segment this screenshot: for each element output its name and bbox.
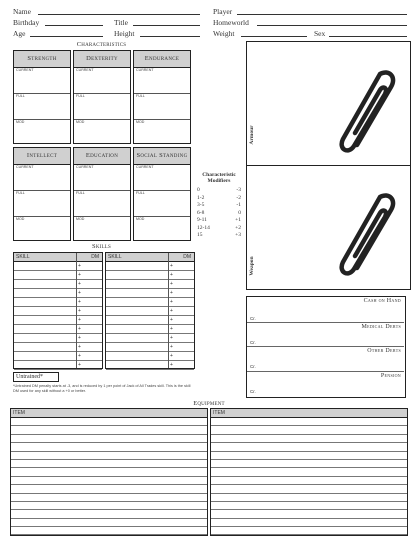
- height-field[interactable]: [140, 29, 200, 37]
- equipment-row[interactable]: [211, 510, 407, 518]
- equipment-row[interactable]: [211, 468, 407, 476]
- skills-table-2: [105, 252, 195, 369]
- equipment-row[interactable]: [11, 485, 207, 493]
- player-field[interactable]: [237, 7, 407, 15]
- skill-dm-plus: +: [170, 353, 173, 359]
- sex-field[interactable]: [329, 29, 407, 37]
- modifier-dm: +2: [235, 224, 241, 231]
- age-label: Age: [13, 29, 26, 38]
- weight-field[interactable]: [241, 29, 307, 37]
- equipment-row[interactable]: [211, 443, 407, 451]
- char-box-social-standing: [133, 147, 191, 241]
- weapon-paperclip-icon: [335, 190, 405, 280]
- sex-label: Sex: [314, 29, 326, 38]
- dm-col-header: DM: [91, 254, 99, 260]
- equipment-row[interactable]: [211, 452, 407, 460]
- skill-dm-plus: +: [170, 335, 173, 341]
- equipment-table-2: [210, 408, 408, 536]
- modifier-range: 0: [197, 187, 200, 194]
- untrained-box: Untrained*: [13, 372, 59, 382]
- skill-dm-plus: +: [78, 290, 81, 296]
- height-label: Height: [114, 29, 135, 38]
- skill-dm-plus: +: [170, 344, 173, 350]
- skill-row[interactable]: [14, 307, 102, 316]
- skill-col-header: SKILL: [108, 254, 122, 260]
- char-box-endurance: [133, 50, 191, 144]
- armour-paperclip-icon: [335, 67, 405, 157]
- skill-row[interactable]: [106, 280, 194, 289]
- title-label: Title: [114, 18, 128, 27]
- modifier-dm: -3: [236, 187, 241, 194]
- char-full-field[interactable]: FULL: [74, 191, 130, 217]
- modifier-range: 12-14: [197, 224, 210, 231]
- skill-row[interactable]: [106, 307, 194, 316]
- modifiers-table: [196, 172, 242, 240]
- equipment-row[interactable]: [11, 519, 207, 527]
- char-full-field[interactable]: FULL: [14, 191, 70, 217]
- armour-weapon-panel: [246, 41, 411, 290]
- equipment-row[interactable]: [211, 485, 407, 493]
- skill-dm-plus: +: [170, 362, 173, 368]
- skill-dm-plus: +: [170, 290, 173, 296]
- pension-label: Pension: [380, 373, 401, 379]
- skill-row[interactable]: [14, 298, 102, 307]
- char-mod-field[interactable]: MOD: [76, 217, 85, 221]
- modifier-dm: -1: [236, 202, 241, 209]
- equipment-row[interactable]: [211, 519, 407, 527]
- item-col-header: ITEM: [11, 409, 207, 418]
- skill-dm-plus: +: [78, 353, 81, 359]
- skill-row[interactable]: [14, 289, 102, 298]
- skill-dm-plus: +: [78, 263, 81, 269]
- equipment-row[interactable]: [11, 477, 207, 485]
- skill-row[interactable]: [106, 298, 194, 307]
- skill-row[interactable]: [106, 316, 194, 325]
- skill-row[interactable]: [106, 271, 194, 280]
- skill-row[interactable]: [14, 352, 102, 361]
- equipment-row[interactable]: [11, 468, 207, 476]
- skill-row[interactable]: [106, 361, 194, 370]
- name-label: Name: [13, 7, 31, 16]
- skill-dm-plus: +: [78, 317, 81, 323]
- equipment-table-1: [10, 408, 208, 536]
- dm-col-header: DM: [183, 254, 191, 260]
- modifier-row: [196, 232, 242, 240]
- equipment-row[interactable]: [211, 426, 407, 434]
- char-name: Intellect: [14, 148, 70, 165]
- skill-dm-plus: +: [78, 362, 81, 368]
- modifier-dm: -2: [236, 194, 241, 201]
- skills-footnote: *Untrained DM penalty starts at -3, and is reduced by 1 per point of Jack of All Trades skill. This is the skill DM used for any skill without a +0 or better.: [13, 384, 191, 393]
- skill-row[interactable]: [14, 316, 102, 325]
- equipment-row[interactable]: [211, 460, 407, 468]
- birthday-field[interactable]: [45, 18, 103, 26]
- modifier-range: 1-2: [197, 194, 205, 201]
- equipment-row[interactable]: [211, 527, 407, 535]
- skill-dm-plus: +: [78, 335, 81, 341]
- skill-dm-plus: +: [78, 326, 81, 332]
- equipment-row[interactable]: [11, 460, 207, 468]
- equipment-row[interactable]: [11, 426, 207, 434]
- modifier-row: [196, 195, 242, 203]
- weight-label: Weight: [213, 29, 235, 38]
- item-col-header: ITEM: [211, 409, 407, 418]
- modifier-range: 15: [197, 232, 203, 239]
- char-name: Dexterity: [74, 51, 130, 68]
- char-box-strength: [13, 50, 71, 144]
- modifier-range: 6-8: [197, 209, 205, 216]
- modifier-row: [196, 225, 242, 233]
- skill-row[interactable]: [14, 334, 102, 343]
- skill-row[interactable]: [14, 280, 102, 289]
- skill-dm-plus: +: [78, 299, 81, 305]
- char-full-field[interactable]: FULL: [134, 191, 190, 217]
- skill-dm-plus: +: [78, 281, 81, 287]
- cash-cr: Cr.: [250, 316, 256, 321]
- skill-row[interactable]: [14, 325, 102, 334]
- birthday-label: Birthday: [13, 18, 40, 27]
- skill-dm-plus: +: [170, 281, 173, 287]
- char-current-field[interactable]: CURRENT: [14, 165, 70, 191]
- modifier-dm: +1: [235, 217, 241, 224]
- skill-dm-plus: +: [170, 317, 173, 323]
- modifier-range: 9-11: [197, 217, 207, 224]
- modifier-dm: 0: [238, 209, 241, 216]
- skill-dm-plus: +: [78, 308, 81, 314]
- name-field[interactable]: [38, 7, 200, 15]
- modifier-row: [196, 187, 242, 195]
- char-name: Education: [74, 148, 130, 165]
- age-field[interactable]: [30, 29, 103, 37]
- equipment-row[interactable]: [11, 494, 207, 502]
- equipment-row[interactable]: [211, 494, 407, 502]
- equipment-title: Equipment: [193, 400, 225, 407]
- skills-table-1: [13, 252, 103, 369]
- char-box-education: [73, 147, 131, 241]
- skill-dm-plus: +: [170, 326, 173, 332]
- modifier-row: [196, 217, 242, 225]
- skill-dm-plus: +: [170, 263, 173, 269]
- skill-row[interactable]: [14, 271, 102, 280]
- char-current-field[interactable]: CURRENT: [134, 68, 190, 94]
- equipment-row[interactable]: [11, 452, 207, 460]
- char-full-field[interactable]: FULL: [134, 94, 190, 120]
- modifier-row: [196, 210, 242, 218]
- equipment-row[interactable]: [11, 435, 207, 443]
- char-name: Strength: [14, 51, 70, 68]
- skill-dm-plus: +: [170, 272, 173, 278]
- char-full-field[interactable]: FULL: [14, 94, 70, 120]
- medical-cr: Cr.: [250, 340, 256, 345]
- characteristics-title: Characteristics: [76, 41, 127, 48]
- medical-debts-label: Medical Debts: [361, 324, 401, 330]
- modifier-dm: +3: [235, 232, 241, 239]
- char-current-field[interactable]: CURRENT: [14, 68, 70, 94]
- player-label: Player: [213, 7, 233, 16]
- equipment-row[interactable]: [11, 502, 207, 510]
- char-current-field[interactable]: CURRENT: [134, 165, 190, 191]
- char-current-field[interactable]: CURRENT: [74, 165, 130, 191]
- char-mod-field[interactable]: MOD: [16, 217, 25, 221]
- skill-row[interactable]: [106, 334, 194, 343]
- char-current-field[interactable]: CURRENT: [74, 68, 130, 94]
- skill-row[interactable]: [14, 343, 102, 352]
- skill-dm-plus: +: [78, 344, 81, 350]
- other-debts-label: Other Debts: [367, 348, 401, 354]
- equipment-row[interactable]: [211, 418, 407, 426]
- skill-row[interactable]: [106, 262, 194, 271]
- equipment-row[interactable]: [11, 418, 207, 426]
- equipment-row[interactable]: [11, 443, 207, 451]
- skill-dm-plus: +: [170, 299, 173, 305]
- modifiers-title: Characteristic Modifiers: [202, 172, 236, 185]
- skill-dm-plus: +: [170, 308, 173, 314]
- equipment-row[interactable]: [11, 527, 207, 535]
- char-mod-field[interactable]: MOD: [136, 120, 145, 124]
- homeworld-field[interactable]: [257, 18, 407, 26]
- char-box-dexterity: [73, 50, 131, 144]
- skill-row[interactable]: [14, 262, 102, 271]
- other-cr: Cr.: [250, 364, 256, 369]
- char-full-field[interactable]: FULL: [74, 94, 130, 120]
- skills-title: Skills: [92, 243, 111, 250]
- skill-col-header: SKILL: [16, 254, 30, 260]
- skill-row[interactable]: [106, 343, 194, 352]
- char-mod-field[interactable]: MOD: [136, 217, 145, 221]
- char-name: Social Standing: [134, 148, 190, 165]
- skill-row[interactable]: [106, 325, 194, 334]
- skill-dm-plus: +: [78, 272, 81, 278]
- homeworld-label: Homeworld: [213, 18, 249, 27]
- armour-label: Armour: [249, 125, 255, 145]
- modifier-row: [196, 202, 242, 210]
- equipment-row[interactable]: [211, 502, 407, 510]
- pension-cr: Cr.: [250, 389, 256, 394]
- char-box-intellect: [13, 147, 71, 241]
- weapon-label: Weapon: [249, 256, 255, 276]
- equipment-row[interactable]: [211, 435, 407, 443]
- title-field[interactable]: [133, 18, 200, 26]
- modifier-range: 3-5: [197, 202, 205, 209]
- char-name: Endurance: [134, 51, 190, 68]
- skill-row[interactable]: [14, 361, 102, 370]
- skill-row[interactable]: [106, 352, 194, 361]
- finances-box: [246, 296, 406, 398]
- char-mod-field[interactable]: MOD: [16, 120, 25, 124]
- skill-row[interactable]: [106, 289, 194, 298]
- char-mod-field[interactable]: MOD: [76, 120, 85, 124]
- equipment-row[interactable]: [11, 510, 207, 518]
- equipment-row[interactable]: [211, 477, 407, 485]
- cash-on-hand-label: Cash on Hand: [363, 298, 401, 304]
